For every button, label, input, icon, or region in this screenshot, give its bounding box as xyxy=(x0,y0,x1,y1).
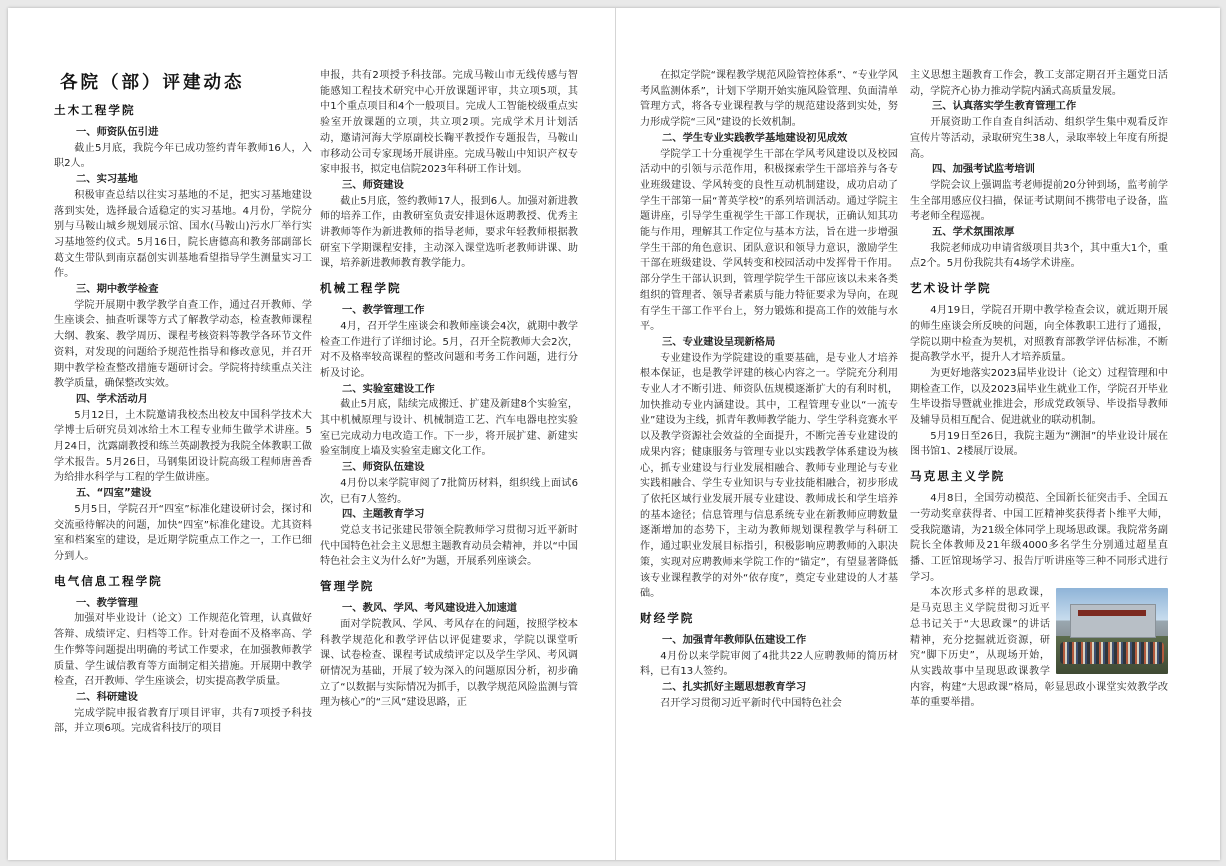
college-heading: 土木工程学院 xyxy=(54,103,136,117)
paragraph: 截止5月底，我院今年已成功签约青年教师16人，入职2人。 xyxy=(54,142,312,170)
paragraph: 开展资助工作自查自纠活动、组织学生集中观看反诈宣传片等活动，录取研究生38人，录取率较上年度有所提高。 xyxy=(910,117,1168,160)
section-heading: 三、专业建设呈现新格局 xyxy=(662,335,776,348)
paragraph: 在拟定学院“课程教学规范风险管控体系”、“专业学风考风监测体系”，计划下学期开始实施风险管理、负面清单管理方式，将各专业课程教与学的规范建设落到实处，努力形成学院“三风”建设的长效机制。 xyxy=(640,70,898,129)
column-3 xyxy=(640,68,898,711)
section-heading: 三、师资队伍建设 xyxy=(342,461,425,474)
paragraph: 4月，召开学生座谈会和教师座谈会4次，就期中教学检查工作进行了详细讨论。5月，召开全院教师大会2次，对不及格率较高课程的整改问题和考务工作问题，进行分析及讨论。 xyxy=(320,320,578,379)
column-2 xyxy=(320,68,578,711)
paragraph: 5月12日，土木院邀请我校杰出校友中国科学技术大学博士后研究员刘冰给土木工程专业师生做学术讲座。5月24日，沈露副教授和练兰英副教授为我院全体教职工做学术报告。5月26日，马钢集团设计院高级工程师唐善香为给排水科学与工程的学生做讲座。 xyxy=(54,409,312,484)
paragraph: 完成学院申报省教育厅项目评审，共有7项授予科技部，并立项6项。完成省科技厅的项目 xyxy=(54,707,312,735)
section-heading: 三、师资建设 xyxy=(342,178,404,191)
college-heading: 马克思主义学院 xyxy=(910,469,1006,484)
photo-crowd xyxy=(1060,642,1164,664)
college-heading: 财经学院 xyxy=(640,610,695,625)
section-heading: 二、扎实抓好主题思想教育学习 xyxy=(662,681,807,694)
section-heading: 一、加强青年教师队伍建设工作 xyxy=(662,633,807,646)
page-title: 各院（部）评建动态 xyxy=(60,73,245,93)
section-heading: 三、期中教学检查 xyxy=(76,283,159,296)
college-heading: 电气信息工程学院 xyxy=(54,573,163,588)
section-heading: 一、教学管理工作 xyxy=(342,304,425,317)
section-heading: 三、认真落实学生教育管理工作 xyxy=(932,100,1077,113)
column-1 xyxy=(54,70,312,737)
paragraph: 为更好地落实2023届毕业设计（论文）过程管理和中期检查工作，以及2023届毕业生就业工作，学院召开毕业生毕设指导暨就业推进会，形成党政领导、毕设指导教师及辅导员相互配合、促进就业的联动机制。 xyxy=(910,367,1168,427)
paragraph: 截止5月底，陆续完成搬迁、扩建及新建8个实验室，其中机械原理与设计、机械制造工艺、汽车电器电控实验室已完成动力电改造工作。下一步，将开展扩建、新建实验室制度上墙及实验室走廊文化工作。 xyxy=(320,399,578,458)
paragraph: 申报，共有2项授予科技部。完成马鞍山市无线传感与智能感知工程技术研究中心开放课题评审，共立项5项，其中1个重点项目和4个一般项目。完成人工智能校级重点实验室开放课题的立项，共立项2项。完成学术月计划活动，邀请河海大学原副校长鞠平教授作专题报告，马鞍山市移动公司专家现场开展讲座。完成马鞍山中知识产权专家申报书，拟定电信院2023年科研工作计划。 xyxy=(320,70,578,176)
paragraph: 党总支书记张建民带领全院教师学习贯彻习近平新时代中国特色社会主义思想主题教育动员会精神，并以“中国特色社会主义为什么好”为题，开展系列座谈会。 xyxy=(320,524,578,568)
group-photo xyxy=(1056,588,1168,674)
college-heading: 管理学院 xyxy=(320,579,375,594)
section-heading: 五、学术氛围浓厚 xyxy=(932,226,1015,239)
paragraph: 召开学习贯彻习近平新时代中国特色社会 xyxy=(660,697,842,709)
paragraph: 主义思想主题教育工作会，教工支部定期召开主题党日活动，学院齐心协力推动学院内涵式高质量发展。 xyxy=(910,70,1168,97)
section-heading: 四、主题教育学习 xyxy=(342,508,425,521)
section-heading: 二、实验室建设工作 xyxy=(342,382,435,395)
paragraph: 截止5月底，签约教师17人，报到6人。加强对新进教师的培养工作，由教研室负责安排退休返聘教授、优秀主讲教师等作为新进教师的指导老师，要求年轻教师根据教研室下学期课程安排，主动深入课堂选听老教师讲课、助课，培养新进教师教育教学能力。 xyxy=(320,195,578,270)
paragraph: 本次形式多样的思政课，是马克思主义学院贯彻习近平总书记关于“大思政课”的讲话精神，充分挖掘就近资源，研究“脚下历史”，从现场开始，从实践故事中呈现思政课教学内容，构建“大思政课”格局，彰显思政小课堂实效教学改革的重要举措。 xyxy=(910,587,1168,709)
paragraph: 5月5日，学院召开“四室”标准化建设研讨会，探讨和交流亟待解决的问题，加快“四室”标准化建设。尤其资料室和档案室的建设，是近期学院重点工作之一，工作已细分到人。 xyxy=(54,503,312,562)
paragraph: 学院开展期中教学教学自查工作，通过召开教师、学生座谈会、抽查听课等方式了解教学动态，检查教师课程大纲、教案、教学周历、课程考核资料等教学各环节文件资料，对发现的问题给予规范性指导和修改意见，并召开期中教学检查整改措施专题研讨会。学院将持续重点关注教学质量，确保整改实效。 xyxy=(54,299,312,390)
paragraph: 积极审查总结以往实习基地的不足，把实习基地建设落到实处，选择最合适稳定的实习基地。4月份，学院分别与马鞍山城乡规划展示馆、国水(马鞍山)污水厂举行实习基地签约仪式。5月16日，院长唐德高和教务部副部长葛文生带队到南京磊创实训基地看望指导学生测量实习工作。 xyxy=(54,189,312,280)
paragraph: 学院学工十分重视学生干部在学风考风建设以及校园活动中的引领与示范作用，积极探索学生干部培养与各专业班级建设、学风转变的良性互动机制建设，成功启动了学生干部第一届“菁英学校”的系列培训活动。通过学院主题讲座，引导学生重视学生干部工作现状，正确认知其功能与作用，理解其工作定位与基本方法，旨在进一步增强学生干部的角色意识、团队意识和领导力意识，激励学生干部在班级建设、学风转变和校园活动中发挥骨干作用。部分学生干部认识到，管理学院学生干部应该以未来各类组织的管理者、领导者素质与能力特征要求为导向，在现有学生干部工作平台上，努力锻炼和提高工作的效能与水平。 xyxy=(640,148,898,333)
paragraph: 4月19日，学院召开期中教学检查会议，就近期开展的师生座谈会所反映的问题，向全体教职工进行了通报，学院以期中检查为契机，对照教育部教学评估标准，不断提高教学水平，提升人才培养质量。 xyxy=(910,305,1168,364)
brochure-spread xyxy=(8,8,1220,860)
paragraph: 专业建设作为学院建设的重要基础，是专业人才培养根本保证，也是教学评建的核心内容之一。学院充分利用专业人才不断引进、师资队伍规模逐渐扩大的有利时机，加快推动专业内涵建设。其中，工程管理专业以“一流专业”建设为主线，抓青年教师教学能力、学生学科竞赛水平以及教学资源社会效益的全面提升，不断完善专业建设的成果内容；健康服务与管理专业以实践教学体系建设为核心，抓专业建设与行业发展相融合、教师专业理论与专业实践相融合、学生专业知识与专业技能相融合，初步形成了依托区域行业发展开展专业建设、教师成长和学生培养的基本途径；信息管理与信息系统专业在新教师应聘数量逐渐增加的态势下，主动为教师规划课程教学与科研工作，通过职业发展目标指引，积极影响应聘教师的入职决策，实现对应聘教师来学院工作的“锚定”，有望显著降低该专业课程教学的对外“依存度”，奠定专业建设的人才基础。 xyxy=(640,352,898,600)
section-heading: 五、“四室”建设 xyxy=(76,487,152,500)
photo-sign xyxy=(1078,610,1146,616)
section-heading: 四、加强考试监考培训 xyxy=(932,163,1035,176)
column-4 xyxy=(910,68,1168,711)
college-heading: 机械工程学院 xyxy=(320,281,402,296)
section-heading: 二、学生专业实践教学基地建设初见成效 xyxy=(662,131,848,144)
section-heading: 一、教学管理 xyxy=(76,596,138,609)
paragraph: 学院会议上强调监考老师提前20分钟到场，监考前学生全部用感应仪扫描，保证考试期间不携带电子设备，监考老师全程巡视。 xyxy=(910,179,1168,223)
section-heading: 一、教风、学风、考风建设进入加速道 xyxy=(342,602,518,615)
college-heading: 艺术设计学院 xyxy=(910,281,992,296)
section-heading: 四、学术活动月 xyxy=(76,392,149,405)
paragraph: 加强对毕业设计（论文）工作规范化管理，认真做好答辩、成绩评定、归档等工作。针对卷面不及格率高、学生作弊等问题提出明确的考试工作要求，在加强教师教学质量、学生诚信教育等方面制定相关措施。开展期中教学检查，召开教师、学生座谈会，切实提高教学质量。 xyxy=(54,613,312,688)
paragraph: 面对学院教风、学风、考风存在的问题，按照学校本科教学规范化和教学评估以评促建要求，学院以课堂听课、试卷检查、课程考试成绩评定以及学生学风、考风调研情况为基础，开展了较为深入的问题原因分析，初步确立了“以数据与实际情况为抓手，以教学规范风险监测与管理为核心”的“三风”建设思路，正 xyxy=(320,618,578,709)
paragraph: 4月8日，全国劳动模范、全国新长征突击手、全国五一劳动奖章获得者、中国工匠精神奖获得者卜维平大师，受我院邀请，为21级全体同学上现场思政课。我院常务副院长全体教师及21年级4000多名学生分别通过超星直播、工匠馆现场学习、报告厅听讲座等三种不同形式进行学习。 xyxy=(910,493,1168,583)
paragraph: 5月19日至26日，我院主题为“溯洄”的毕业设计展在图书馆1、2楼展厅设展。 xyxy=(910,430,1168,458)
paragraph: 4月份以来学院审阅了4批共22人应聘教师的简历材料，已有13人签约。 xyxy=(640,650,898,678)
paragraph: 我院老师成功申请省级项目共3个，其中重大1个，重点2个。5月份我院共有4场学术讲座。 xyxy=(910,242,1168,270)
paragraph: 4月份以来学院审阅了7批简历材料，组织线上面试6次，已有7人签约。 xyxy=(320,477,578,505)
section-heading: 二、实习基地 xyxy=(76,173,138,186)
section-heading: 一、师资队伍引进 xyxy=(76,126,159,138)
section-heading: 二、科研建设 xyxy=(76,690,138,703)
page-fold-divider xyxy=(615,8,616,860)
